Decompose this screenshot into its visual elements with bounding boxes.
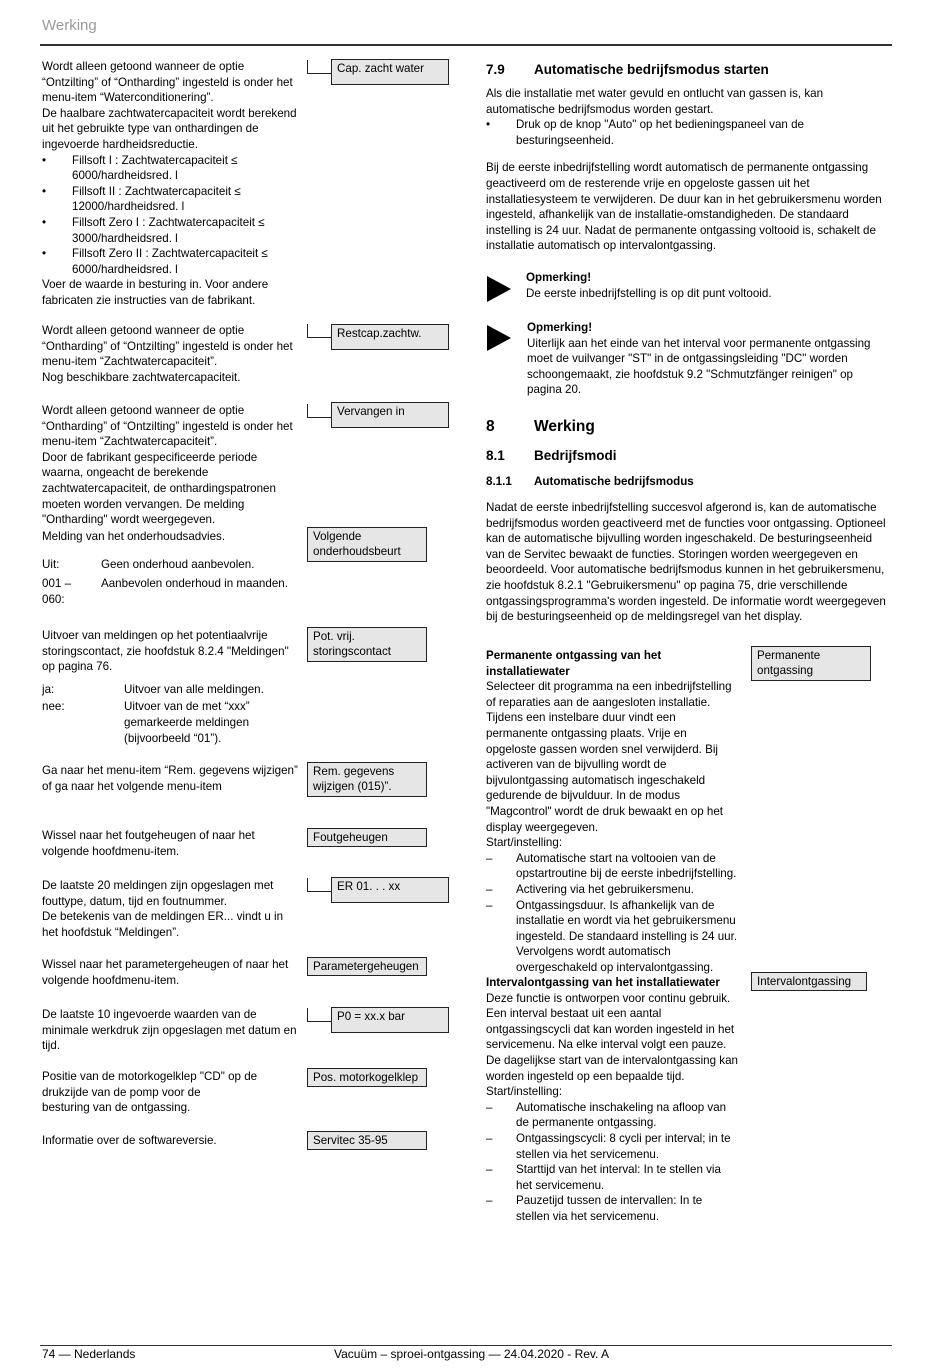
vervangen-text: Wordt alleen getoond wanneer de optie “Ontharding” of “Ontzilting” ingesteld is onder het menu-item “Zachtwatercapaciteit”. Door de fabrikant gespecificeerde periode waarna, ongeacht de berekende zachtwatercapaciteit, de onthardingspatronen moeten worden vervangen. De melding "Ontharding" wordt weergegeven. <box>42 404 293 527</box>
menu-box-cap: Cap. zacht water <box>331 59 449 85</box>
p0-text: De laatste 10 ingevoerde waarden van de minimale werkdruk zijn opgeslagen met datum en tijd. <box>42 1008 297 1053</box>
heading-8-1-1: 8.1.1 Automatische bedrijfsmodus <box>486 475 694 488</box>
list-item: – Ontgassingsduur. Is afhankelijk van de installatie en wordt via het gebruikersmenu ingesteld. De standaard instelling is 24 uur. Vervolgens wordt automatisch overgeschakeld op intervalontgassing. <box>486 898 738 976</box>
menu-box-interval: Intervalontgassing <box>751 972 867 991</box>
perm-text: Permanente ontgassing van het installatiewater Selecteer dit programma na een inbedrijfstelling of reparaties aan de aangesloten installatie. Tijdens een instelbare duur vindt een permanente ontgassing plaats. Vrije en opgeloste gassen worden snel verwijderd. Bij activeren van de bijvulling wordt de bijvulontgassing automatisch ingeschakeld gedurende de bijvulduur. In de modus "Magcontrol" wordt de druk bewaakt en op het display weergegeven. Start/instelling: – Automatische start na voltooien van de opstartroutine bij de eerste inbedrijfstelling. – Activering via het gebruikersmenu. – Ontgassingsduur. Is afhankelijk van de installatie en wordt via het gebruikersmenu ingesteld. De standaard instelling is 24 uur. Vervolgens wordt automatisch overgeschakeld op intervalontgassing. <box>486 648 738 975</box>
note-arrow-icon <box>487 276 511 302</box>
s811-text: Nadat de eerste inbedrijfstelling succesvol afgerond is, kan de automatische bedrijfsmodus worden geactiveerd met de functies voor ontgassing. Optioneel kan de automatische bijvulling worden ingeschakeld. De besturingseenheid van de Servitec bewaakt de functies. Storingen worden weergegeven en beoordeeld. Voor automatische bedrijfsmodus kunnen in het gebruikersmenu, zie hoofdstuk 8.2.1 "Gebruikersmenu" op pagina 75, drie verschillende ontgassingsprogramma's worden ingesteld. De informatie wordt weergegeven bij de besturingseenheid op de meldingsregel van het display. <box>486 501 886 624</box>
heading-7-9: 7.9 Automatische bedrijfsmodus starten <box>486 62 769 77</box>
er01-text: De laatste 20 meldingen zijn opgeslagen met fouttype, datum, tijd en foutnummer. De betekenis van de meldingen ER... vindt u in het hoofdstuk “Meldingen”. <box>42 879 284 939</box>
menu-connector <box>307 404 333 418</box>
interval-text: Intervalontgassing van het installatiewater Deze functie is ontworpen voor continu gebruik. Een interval bestaat uit een aantal ontgassingscycli dat kan worden ingesteld in het servicemenu. Na elke interval volgt een pauze. De dagelijkse start van de intervalontgassing kan worden ingesteld op een bepaalde tijd. Start/instelling: – Automatische inschakeling na afloop van de permanente ontgassing. – Ontgassingscycli: 8 cycli per interval; in te stellen via het servicemenu. – Starttijd van het interval: In te stellen via het servicemenu. – Pauzetijd tussen de intervallen: In te stellen via het servicemenu. <box>486 975 738 1225</box>
menu-connector <box>307 1008 333 1022</box>
list-item: – Pauzetijd tussen de intervallen: In te stellen via het servicemenu. <box>486 1193 738 1224</box>
note-arrow-icon <box>487 325 511 351</box>
menu-box-p0: P0 = xx.x bar <box>331 1007 449 1033</box>
cap-text: Wordt alleen getoond wanneer de optie “Ontzilting” of “Ontharding” ingesteld is onder het menu-item “Waterconditionering”. De haalbare zachtwatercapaciteit wordt berekend uit het gebruikte type van onthardingen de ingevoerde hardheidsreductie. • Fillsoft I : Zachtwatercapaciteit ≤ 6000/hardheidsred. l • Fillsoft II : Zachtwatercapaciteit ≤ 12000/hardheidsred. l • Fillsoft Zero I : Zachtwatercapaciteit ≤ 3000/hardheidsred. l • Fillsoft Zero II : Zachtwatercapaciteit ≤ 6000/hardheidsred. l Voer de waarde in besturing in. Voor andere fabricaten zie instructies van de fabrikant. <box>42 59 298 309</box>
list-item: – Ontgassingscycli: 8 cycli per interval; in te stellen via het servicemenu. <box>486 1131 738 1162</box>
rem-text: Ga naar het menu-item “Rem. gegevens wijzigen” of ga naar het volgende menu-item <box>42 764 298 793</box>
fillsoft-list <box>42 153 298 278</box>
restcap-text: Wordt alleen getoond wanneer de optie “Ontharding” of “Ontzilting” ingesteld is onder het menu-item “Zachtwatercapaciteit”. Nog beschikbare zachtwatercapaciteit. <box>42 324 293 384</box>
menu-box-param: Parametergeheugen <box>307 957 427 976</box>
heading-8-1: 8.1 Bedrijfsmodi <box>486 448 617 463</box>
s79-text: Als die installatie met water gevuld en ontlucht van gassen is, kan automatische bedrijfsmodus worden gestart. • Druk op de knop "Auto" op het bedieningspaneel van de besturingseenheid. Bij de eerste inbedrijfstelling wordt automatisch de permanente ontgassing geactiveerd om de resterende vrije en opgeloste gassen uit het installatiesysteem te verwijderen. De duur kan in het gebruikersmenu worden ingesteld, afhankelijk van de installatie-omstandigheden. De standaard instelling is 24 uur. Nadat de permanente ontgassing voltooid is, schakelt de installatie automatisch op intervalontgassing. <box>486 86 888 254</box>
menu-box-onderhoud: Volgende onderhoudsbeurt <box>307 527 427 562</box>
menu-box-software: Servitec 35-95 <box>307 1131 427 1150</box>
list-item: • Fillsoft I : Zachtwatercapaciteit ≤ 6000/hardheidsred. l <box>42 153 298 184</box>
param-text: Wissel naar het parametergeheugen of naar het volgende hoofdmenu-item. <box>42 958 289 987</box>
list-item: • Druk op de knop "Auto" op het bedieningspaneel van de besturingseenheid. <box>486 117 888 148</box>
menu-connector <box>307 60 333 74</box>
potvrij-text: Uitvoer van meldingen op het potentiaalvrije storingscontact, zie hoofdstuk 8.2.4 "Meldingen" op pagina 76. ja: Uitvoer van alle meldingen. nee: Uitvoer van de met “xxx” gemarkeerde meldingen (bijvoorbeeld “01”). <box>42 629 289 745</box>
menu-box-potvrij: Pot. vrij. storingscontact <box>307 627 427 662</box>
list-item: – Activering via het gebruikersmenu. <box>486 882 738 898</box>
list-item: • Fillsoft II : Zachtwatercapaciteit ≤ 12000/hardheidsred. l <box>42 184 298 215</box>
header-rule <box>40 44 892 46</box>
menu-connector <box>307 878 333 892</box>
motor-text: Positie van de motorkogelklep "CD" op de drukzijde van de pomp voor de besturing van de ontgassing. <box>42 1070 258 1115</box>
menu-box-rem: Rem. gegevens wijzigen (015)”. <box>307 762 427 797</box>
list-item: • Fillsoft Zero II : Zachtwatercapaciteit ≤ 6000/hardheidsred. l <box>42 246 298 277</box>
menu-box-er01: ER 01. . . xx <box>331 877 449 903</box>
note-1: Opmerking! De eerste inbedrijfstelling is op dit punt voltooid. <box>526 271 772 300</box>
heading-8: 8 Werking <box>486 418 595 435</box>
list-item: – Automatische start na voltooien van de opstartroutine bij de eerste inbedrijfstelling. <box>486 851 738 882</box>
menu-box-motor: Pos. motorkogelklep <box>307 1068 427 1087</box>
menu-box-restcap: Restcap.zachtw. <box>331 324 449 350</box>
menu-box-vervangen: Vervangen in <box>331 402 449 428</box>
list-item: • Fillsoft Zero I : Zachtwatercapaciteit ≤ 3000/hardheidsred. l <box>42 215 298 246</box>
onderhoud-text: Melding van het onderhoudsadvies. Uit: Geen onderhoud aanbevolen. 001 – 060: Aanbevolen onderhoud in maanden. <box>42 530 288 606</box>
footer-doc: Vacuüm – sproei-ontgassing — 24.04.2020 - Rev. A <box>334 1347 610 1361</box>
footer-page: 74 — Nederlands <box>42 1347 136 1361</box>
note-2: Opmerking! Uiterlijk aan het einde van het interval voor permanente ontgassing moet de vuilvanger "ST" in de ontgassingsleiding "DC" worden schoongemaakt, zie hoofdstuk 9.2 "Schmutzfänger reinigen" op pagina 20. <box>527 321 871 397</box>
footer-rule <box>40 1345 892 1346</box>
page-header: Werking <box>42 17 97 34</box>
menu-box-foutgeheugen: Foutgeheugen <box>307 828 427 847</box>
menu-box-permanent: Permanente ontgassing <box>751 646 871 681</box>
list-item: – Starttijd van het interval: In te stellen via het servicemenu. <box>486 1162 738 1193</box>
foutgeheugen-text: Wissel naar het foutgeheugen of naar het volgende hoofdmenu-item. <box>42 829 255 858</box>
menu-connector <box>307 324 333 338</box>
list-item: – Automatische inschakeling na afloop van de permanente ontgassing. <box>486 1100 738 1131</box>
software-text: Informatie over de softwareversie. <box>42 1134 217 1147</box>
